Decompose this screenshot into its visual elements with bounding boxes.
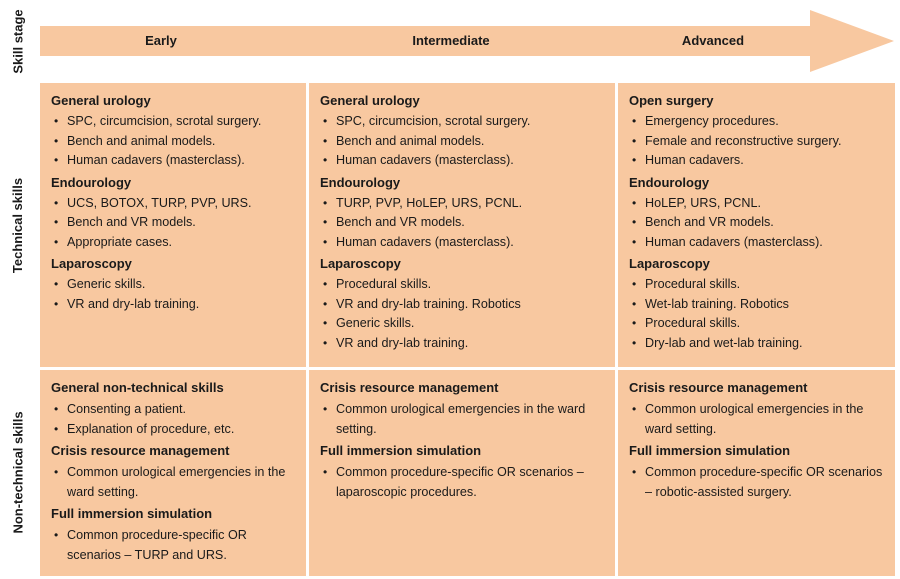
non-technical-advanced-cell — [618, 370, 895, 576]
non-technical-intermediate-cell — [309, 370, 615, 576]
list-item: • Procedural skills. — [629, 314, 885, 334]
technical-intermediate-cell — [309, 83, 615, 367]
list-item: • Wet-lab training. Robotics — [629, 295, 885, 315]
section-heading: Full immersion simulation — [320, 443, 482, 458]
bullet-list — [51, 194, 296, 253]
section-heading: Endourology — [320, 174, 401, 190]
bullet-list — [320, 275, 605, 353]
technical-skills-text: Technical skills — [10, 177, 26, 273]
list-item: • UCS, BOTOX, TURP, PVP, URS. — [51, 194, 296, 214]
list-item: • Human cadavers (masterclass). — [629, 233, 885, 253]
bullet-list — [51, 112, 296, 171]
skill-stage-label — [0, 8, 36, 74]
bullet-list — [320, 399, 605, 439]
list-item: • Common procedure-specific OR scenarios – TURP and URS. — [51, 525, 296, 565]
stage-advanced: Advanced — [681, 33, 745, 48]
list-item: • Generic skills. — [51, 275, 296, 295]
non-technical-skills-label — [0, 368, 36, 576]
list-item: • VR and dry-lab training. — [320, 334, 605, 354]
bullet-list — [629, 112, 885, 171]
list-item: • SPC, circumcision, scrotal surgery. — [51, 112, 296, 132]
bullet-list — [320, 462, 605, 502]
skill-stage-text: Skill stage — [10, 8, 26, 74]
list-item: • Common procedure-specific OR scenarios – robotic-assisted surgery. — [629, 462, 885, 502]
bullet-list — [51, 525, 296, 565]
non-technical-early-cell — [40, 370, 306, 576]
list-item: • Procedural skills. — [320, 275, 605, 295]
list-item: • Dry-lab and wet-lab training. — [629, 334, 885, 354]
bullet-list — [629, 462, 885, 502]
bullet-list — [51, 399, 296, 439]
list-item: • Appropriate cases. — [51, 233, 296, 253]
list-item: • Emergency procedures. — [629, 112, 885, 132]
bullet-list — [629, 194, 885, 253]
section-heading: Crisis resource management — [320, 380, 499, 395]
list-item: • TURP, PVP, HoLEP, URS, PCNL. — [320, 194, 605, 214]
list-item: • HoLEP, URS, PCNL. — [629, 194, 885, 214]
list-item: • Bench and VR models. — [51, 213, 296, 233]
section-heading: Crisis resource management — [51, 443, 230, 458]
section-heading: Open surgery — [629, 93, 714, 108]
list-item: • Bench and VR models. — [629, 213, 885, 233]
section-heading: Full immersion simulation — [51, 506, 213, 521]
section-heading: Laparoscopy — [629, 256, 710, 271]
list-item: • Explanation of procedure, etc. — [51, 419, 296, 439]
section-heading: Endourology — [629, 174, 710, 190]
section-heading: General urology — [51, 93, 151, 108]
stage-early: Early — [145, 33, 177, 48]
bullet-list — [320, 112, 605, 171]
technical-skills-label — [0, 83, 36, 367]
list-item: • Common procedure-specific OR scenarios – laparoscopic procedures. — [320, 462, 605, 502]
list-item: • Procedural skills. — [629, 275, 885, 295]
list-item: • Female and reconstructive surgery. — [629, 132, 885, 152]
section-heading: Endourology — [51, 174, 132, 190]
list-item: • Bench and VR models. — [320, 213, 605, 233]
bullet-list — [629, 275, 885, 353]
non-technical-skills-text: Non-technical skills — [10, 410, 26, 534]
section-heading: Crisis resource management — [629, 380, 808, 395]
bullet-list — [320, 194, 605, 253]
skill-stage-arrow — [40, 8, 896, 74]
list-item: • Human cadavers (masterclass). — [51, 151, 296, 171]
list-item: • VR and dry-lab training. — [51, 295, 296, 315]
section-heading: Laparoscopy — [320, 256, 401, 271]
list-item: • Human cadavers. — [629, 151, 885, 171]
list-item: • Generic skills. — [320, 314, 605, 334]
stage-intermediate: Intermediate — [412, 33, 490, 48]
bullet-list — [51, 275, 296, 314]
section-heading: General urology — [320, 93, 420, 108]
list-item: • Common urological emergencies in the ward setting. — [629, 399, 885, 439]
technical-early-cell — [40, 83, 306, 367]
list-item: • VR and dry-lab training. Robotics — [320, 295, 605, 315]
list-item: • SPC, circumcision, scrotal surgery. — [320, 112, 605, 132]
list-item: • Bench and animal models. — [320, 132, 605, 152]
section-heading: Laparoscopy — [51, 256, 132, 271]
list-item: • Bench and animal models. — [51, 132, 296, 152]
section-heading: Full immersion simulation — [629, 443, 791, 458]
list-item: • Human cadavers (masterclass). — [320, 233, 605, 253]
list-item: • Common urological emergencies in the ward setting. — [51, 462, 296, 502]
list-item: • Human cadavers (masterclass). — [320, 151, 605, 171]
section-heading: General non-technical skills — [51, 380, 224, 395]
list-item: • Consenting a patient. — [51, 399, 296, 419]
bullet-list — [629, 399, 885, 439]
bullet-list — [51, 462, 296, 502]
list-item: • Common urological emergencies in the ward setting. — [320, 399, 605, 439]
technical-advanced-cell — [618, 83, 895, 367]
